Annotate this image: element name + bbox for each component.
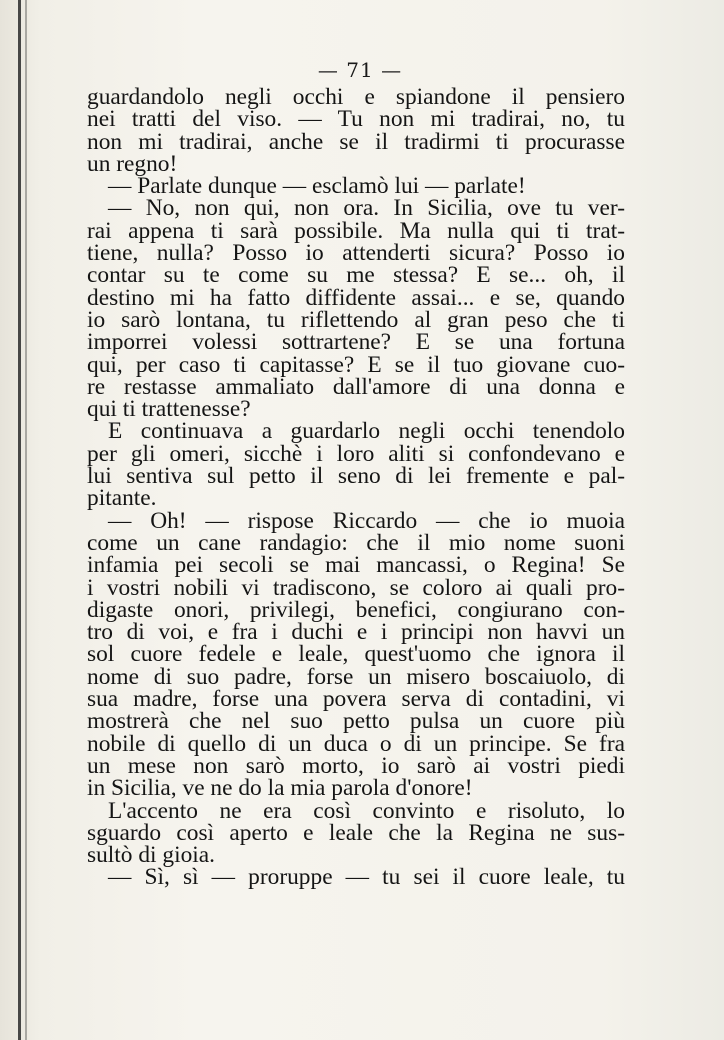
text-line: un mese non sarò morto, io sarò ai vostri piedi	[87, 752, 625, 779]
binding-shadow-line	[18, 0, 21, 1040]
text-line: lui sentiva sul petto il seno di lei fremente e pal-	[87, 463, 625, 490]
text-line: — Oh! — rispose Riccardo — che io muoia	[108, 507, 625, 534]
text-line: destino mi ha fatto diffidente assai... e se, quando	[87, 284, 625, 311]
text-line: L'accento ne era così convinto e risoluto, lo	[108, 797, 625, 824]
text-line: tro di voi, e fra i duchi e i principi non havvi un	[87, 619, 625, 646]
text-line: — Parlate dunque — esclamò lui — parlate!	[108, 173, 526, 200]
text-line: in Sicilia, ve ne do la mia parola d'onore!	[87, 775, 473, 802]
binding-shadow-line-secondary	[25, 0, 27, 1040]
text-line: nobile di quello di un duca o di un principe. Se fra	[87, 730, 625, 757]
text-line: non mi tradirai, anche se il tradirmi ti procurasse	[87, 128, 625, 155]
text-line: qui, per caso ti capitasse? E se il tuo giovane cuo-	[87, 351, 625, 378]
text-line: rai appena ti sarà possibile. Ma nulla qui ti trat-	[87, 217, 625, 244]
text-line: un regno!	[87, 150, 178, 177]
binding-edge	[0, 0, 42, 1040]
text-line: — No, non qui, non ora. In Sicilia, ove tu ver-	[108, 195, 625, 222]
body-text	[87, 86, 625, 889]
text-line: mostrerà che nel suo petto pulsa un cuore più	[87, 708, 625, 735]
text-line: digaste onori, privilegi, benefici, congiurano con-	[87, 596, 625, 623]
text-line: sguardo così aperto e leale che la Regina ne sus-	[87, 819, 625, 846]
text-line: sultò di gioia.	[87, 842, 215, 869]
text-line: tiene, nulla? Posso io attenderti sicura? Posso io	[87, 240, 625, 267]
text-line: nome di suo padre, forse un misero boscaiuolo, di	[87, 663, 625, 690]
text-line: io sarò lontana, tu riflettendo al gran peso che ti	[87, 306, 625, 333]
text-line: qui ti trattenesse?	[87, 396, 251, 423]
text-line: — Sì, sì — proruppe — tu sei il cuore leale, tu	[108, 864, 625, 891]
text-line: guardandolo negli occhi e spiandone il pensiero	[87, 84, 625, 110]
text-line: re restasse ammaliato dall'amore di una donna e	[87, 373, 625, 400]
text-line: imporrei volessi sottrartene? E se una fortuna	[87, 329, 625, 356]
page-number: — 71 —	[317, 58, 403, 82]
text-line: sol cuore fedele e leale, quest'uomo che ignora il	[87, 641, 625, 668]
text-line: nei tratti del viso. — Tu non mi tradirai, no, tu	[87, 106, 625, 133]
text-line: sua madre, forse una povera serva di contadini, vi	[87, 686, 625, 713]
text-line: infamia pei secoli se mai mancassi, o Regina! Se	[87, 552, 625, 579]
text-line: come un cane randagio: che il mio nome suoni	[87, 529, 625, 556]
text-line: pitante.	[87, 485, 157, 512]
text-line: contar su te come su me stessa? E se... oh, il	[87, 262, 625, 289]
text-line: i vostri nobili vi tradiscono, se coloro ai quali pro-	[87, 574, 625, 601]
text-line: E continuava a guardarlo negli occhi tenendolo	[108, 418, 625, 445]
text-line: per gli omeri, sicchè i loro aliti si confondevano e	[87, 440, 625, 467]
